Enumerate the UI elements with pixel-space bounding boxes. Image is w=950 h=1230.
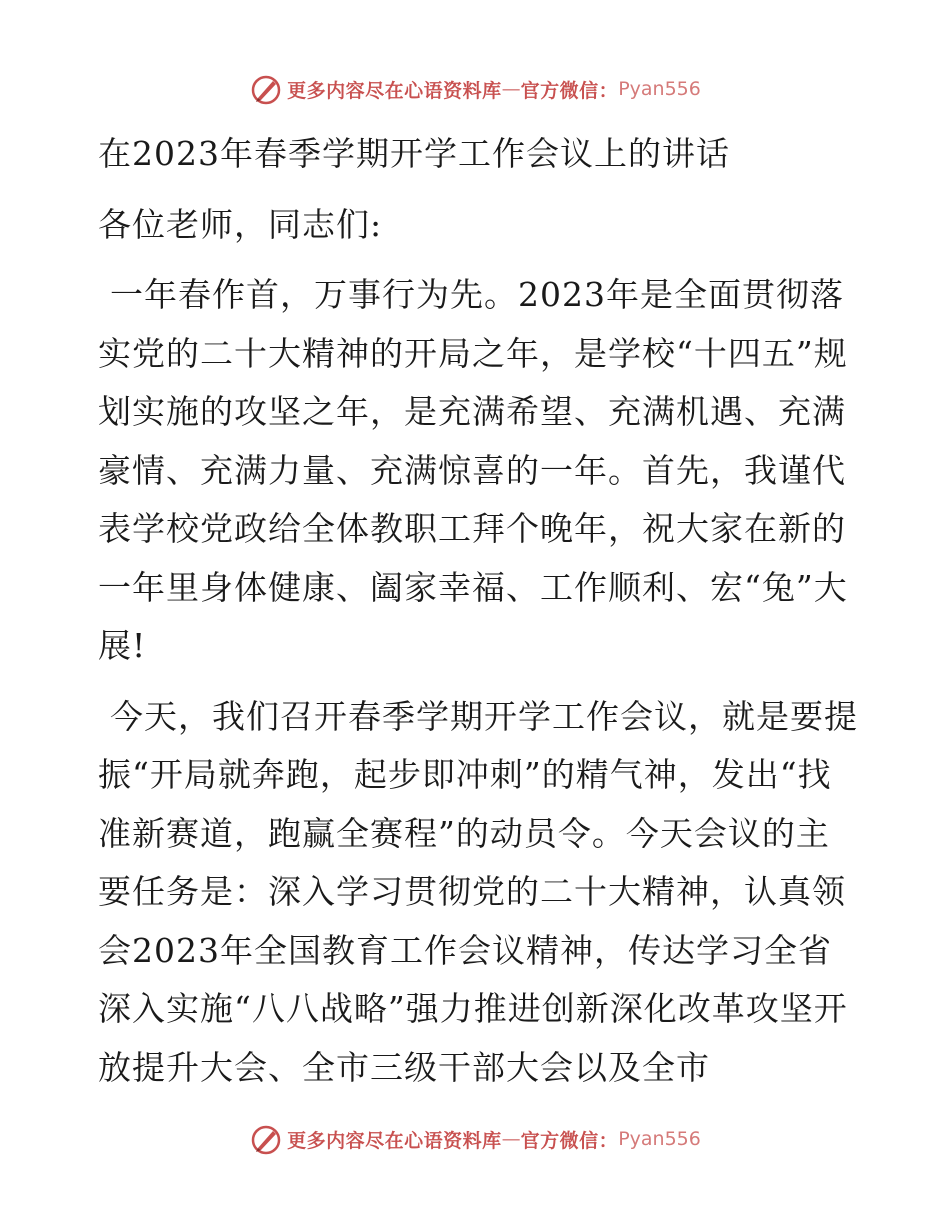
paragraph-1: 一年春作首，万事行为先。2023年是全面贯彻落实党的二十大精神的开局之年，是学校“十四五”规划实施的攻坚之年，是充满希望、充满机遇、充满豪情、充满力量、充满惊喜的一年。首先，我谨代表学校党政给全体教职工拜个晚年，祝大家在新的一年里身体健康、阖家幸福、工作顺利、宏“兔”大展! bbox=[98, 275, 848, 665]
document-body bbox=[98, 125, 858, 1109]
watermark-wechat-label: 官方微信： bbox=[520, 79, 619, 102]
watermark-wechat-id: Pyan556 bbox=[618, 1128, 701, 1150]
watermark-site-text: 更多内容尽在心语资料库 bbox=[287, 1129, 502, 1152]
document-title: 在2023年春季学期开学工作会议上的讲话 bbox=[98, 134, 730, 173]
header-watermark bbox=[0, 72, 950, 106]
watermark-wechat-id: Pyan556 bbox=[618, 78, 701, 100]
pen-logo-icon bbox=[249, 72, 283, 106]
watermark-separator: — bbox=[501, 1128, 521, 1150]
pen-logo-icon bbox=[249, 1122, 283, 1156]
watermark-separator: — bbox=[501, 78, 521, 100]
watermark-site-text: 更多内容尽在心语资料库 bbox=[287, 79, 502, 102]
document-greeting: 各位老师，同志们: bbox=[98, 204, 383, 244]
footer-watermark bbox=[0, 1122, 950, 1156]
paragraph-2: 今天，我们召开春季学期开学工作会议，就是要提振“开局就奔跑，起步即冲刺”的精气神，发出“找准新赛道，跑赢全赛程”的动员令。今天会议的主要任务是：深入学习贯彻党的二十大精神，认真领会2023年全国教育工作会议精神，传达学习全省深入实施“八八战略”强力推进创新深化改革攻坚开放提升大会、全市三级干部大会以及全市 bbox=[98, 696, 858, 1087]
watermark-wechat-label: 官方微信： bbox=[520, 1129, 619, 1152]
